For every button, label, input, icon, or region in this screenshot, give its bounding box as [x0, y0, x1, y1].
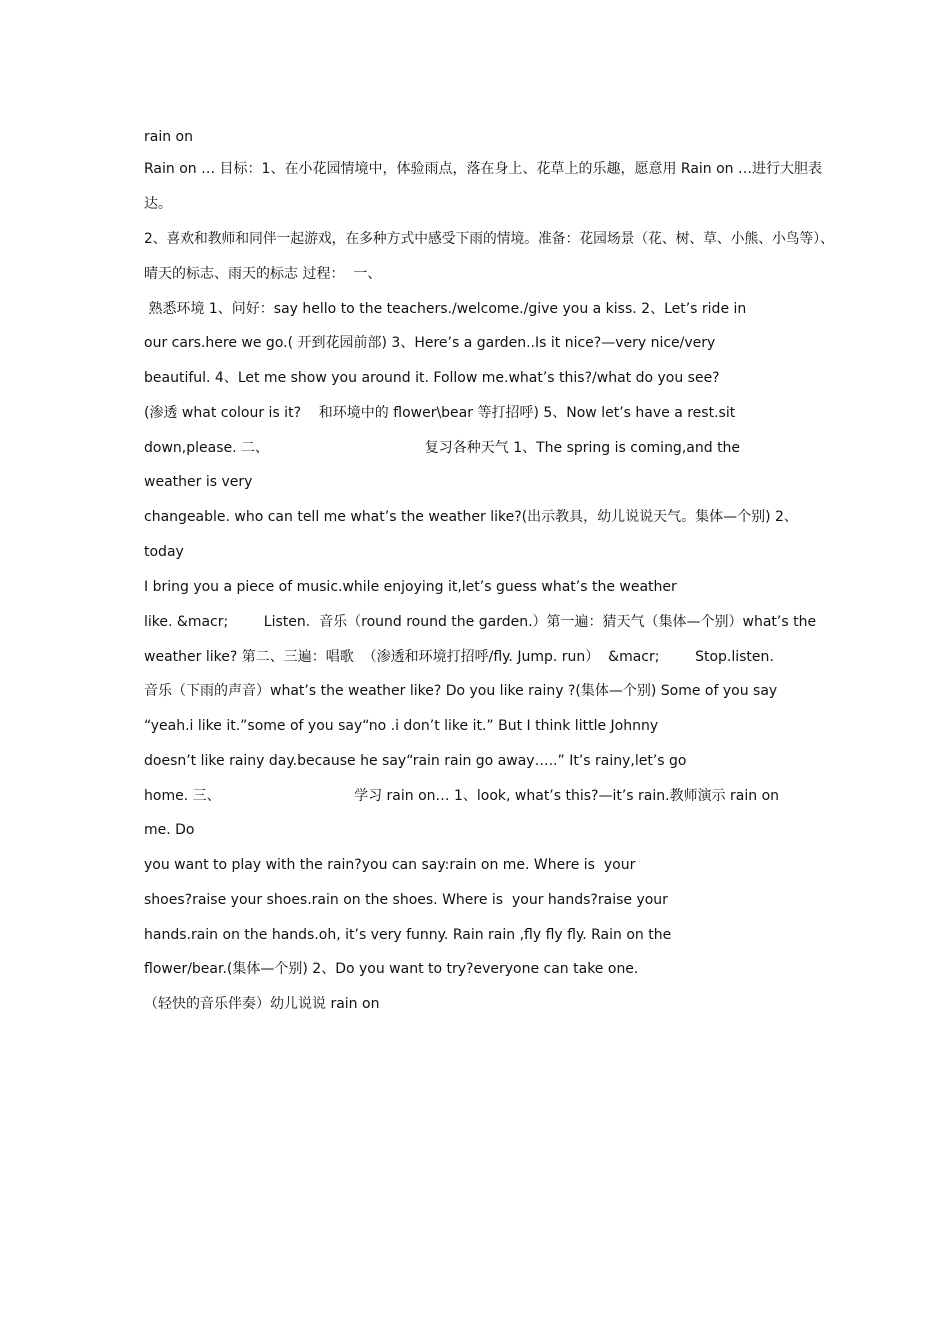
text-line: weather like? 第二、三遍：唱歌 （渗透和环境打招呼/fly. Jump. run） &macr; Stop.listen. [144, 649, 774, 665]
text-line: (渗透 what colour is it? 和环境中的 flower\bear 等打招呼) 5、Now let’s have a rest.sit [144, 405, 736, 421]
text-line: Rain on … 目标：1、在小花园情境中，体验雨点，落在身上、花草上的乐趣，愿意用 Rain on …进行大胆表 [144, 161, 823, 177]
text-line: I bring you a piece of music.while enjoying it,let’s guess what’s the weather [144, 579, 677, 595]
text-line: rain on [144, 129, 193, 145]
text-line: home. 三、 学习 rain on… 1、look, what’s this?—it’s rain.教师演示 rain on [144, 788, 780, 804]
text-line: beautiful. 4、Let me show you around it. Follow me.what’s this?/what do you see? [144, 370, 720, 386]
text-line: our cars.here we go.( 开到花园前部) 3、Here’s a garden..Is it nice?—very nice/very [144, 335, 716, 351]
text-line: me. Do [144, 822, 195, 838]
text-line: 达。 [144, 196, 172, 212]
text-line: today [144, 544, 184, 560]
text-line: changeable. who can tell me what’s the weather like?(出示教具，幼儿说说天气。集体—个别) 2、 [144, 509, 798, 525]
text-line: （轻快的音乐伴奏）幼儿说说 rain on [144, 996, 380, 1012]
text-line: down,please. 二、 复习各种天气 1、The spring is coming,and the [144, 440, 741, 456]
text-line: 熟悉环境 1、问好：say hello to the teachers./welcome./give you a kiss. 2、Let’s ride in [144, 301, 747, 317]
text-line: 2、喜欢和教师和同伴一起游戏，在多种方式中感受下雨的情境。准备：花园场景（花、树、草、小熊、小鸟等）、 [144, 231, 834, 247]
text-line: flower/bear.(集体—个别) 2、Do you want to try?everyone can take one. [144, 961, 639, 977]
text-line: hands.rain on the hands.oh, it’s very funny. Rain rain ,fly fly fly. Rain on the [144, 927, 672, 943]
text-line: like. &macr; Listen. 音乐（round round the garden.）第一遍：猜天气（集体—个别）what’s the [144, 614, 817, 630]
text-line: shoes?raise your shoes.rain on the shoes. Where is your hands?raise your [144, 892, 668, 908]
text-line: 音乐（下雨的声音）what’s the weather like? Do you like rainy ?(集体—个别) Some of you say [144, 683, 778, 699]
text-line: weather is very [144, 474, 253, 490]
text-line: 晴天的标志、雨天的标志 过程： 一、 [144, 266, 382, 282]
text-line: “yeah.i like it.”some of you say“no .i don’t like it.” But I think little Johnny [144, 718, 659, 734]
text-line: doesn’t like rainy day.because he say“rain rain go away…..” It’s rainy,let’s go [144, 753, 687, 769]
text-line: you want to play with the rain?you can say:rain on me. Where is your [144, 857, 636, 873]
